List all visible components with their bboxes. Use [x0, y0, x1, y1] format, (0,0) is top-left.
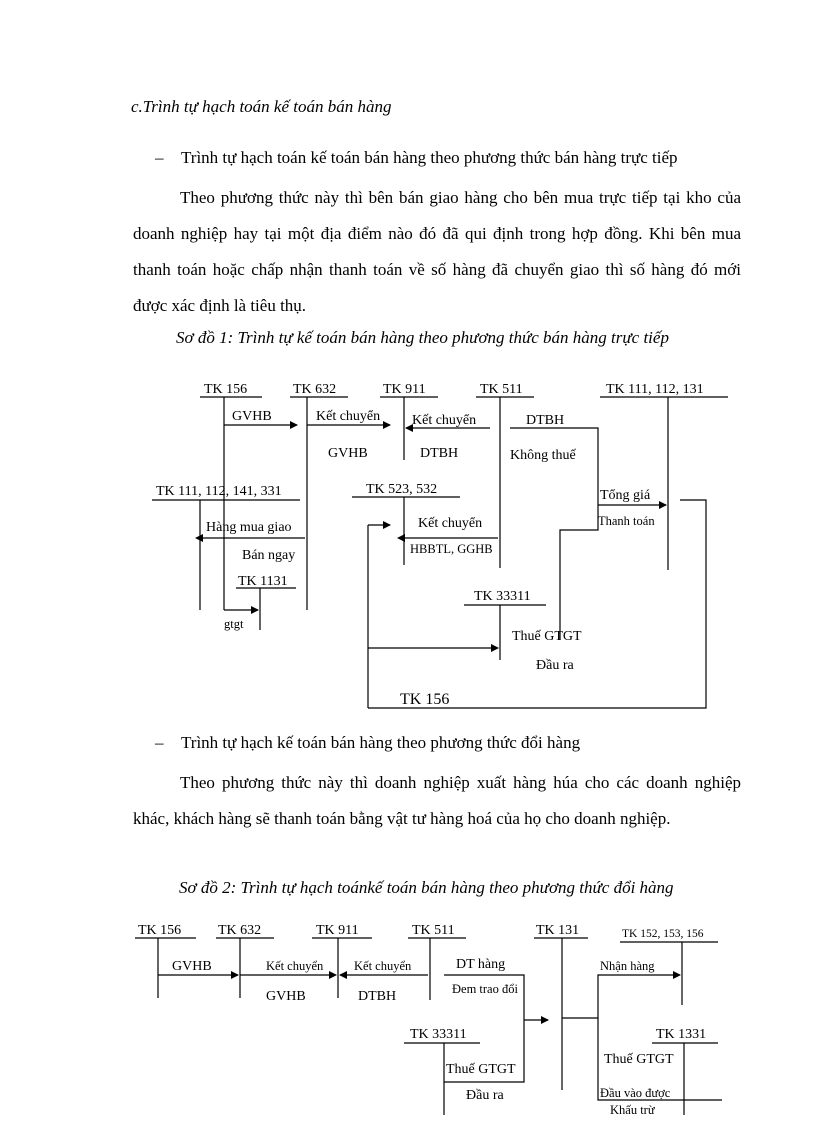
label-tk152: TK 152, 153, 156: [622, 928, 704, 940]
label-dt-hang: DT hàng: [456, 957, 506, 972]
label-tk156: TK 156: [138, 923, 182, 938]
label-dtbh-b: DTBH: [420, 446, 459, 461]
caption-diagram-2: Sơ đồ 2: Trình tự hạch toánkế toán bán hàng theo phương thức đổi hàng: [179, 878, 674, 897]
label-thue-gtgt: Thuế GTGT: [512, 629, 582, 644]
label-tk33311: TK 33311: [474, 589, 531, 604]
label-tk911: TK 911: [316, 923, 359, 938]
label-tk511: TK 511: [412, 923, 455, 938]
label-dau-ra: Đầu ra: [536, 658, 574, 673]
bullet-dash-2: –: [155, 733, 164, 752]
label-tong-gia: Tổng giá: [600, 488, 651, 503]
label-tk523: TK 523, 532: [366, 482, 438, 497]
label-tk111-131: TK 111, 112, 131: [606, 382, 704, 397]
label-dtbh-a: DTBH: [526, 413, 565, 428]
label-dtbh: DTBH: [358, 989, 397, 1004]
label-tk131: TK 131: [536, 923, 580, 938]
label-gtgt: gtgt: [224, 617, 244, 631]
label-tk911: TK 911: [383, 382, 426, 397]
bullet-dash-1: –: [155, 148, 164, 167]
label-dau-ra: Đầu ra: [466, 1088, 504, 1103]
label-tk632: TK 632: [218, 923, 262, 938]
label-thue-gtgt-b: Thuế GTGT: [604, 1052, 674, 1067]
label-gvhb-a: GVHB: [232, 409, 272, 424]
paragraph-1: Theo phương thức này thì bên bán giao hàng cho bên mua trực tiếp tại kho của doanh nghiệp hay tại một địa điểm nào đó đã qui định trong hợp đồng. Khi bên mua thanh toán hoặc chấp nhận thanh toán về số hàng đã chuyển giao thì số hàng đó mới được xác định là tiêu thụ.: [133, 188, 741, 315]
label-ban-ngay: Bán ngay: [242, 548, 296, 563]
section-title: c.Trình tự hạch toán kế toán bán hàng: [131, 97, 392, 116]
arrow-nhan-hang: [562, 975, 680, 1018]
caption-diagram-1: Sơ đồ 1: Trình tự kế toán bán hàng theo phương thức bán hàng trực tiếp: [176, 328, 669, 347]
label-thanh-toan: Thanh toán: [598, 514, 655, 528]
label-tk33311: TK 33311: [410, 1027, 467, 1042]
label-tk111-331: TK 111, 112, 141, 331: [156, 484, 282, 499]
label-ketchuyen-b: Kết chuyển: [354, 959, 412, 973]
bullet-heading-1: Trình tự hạch toán kế toán bán hàng theo phương thức bán hàng trực tiếp: [181, 148, 678, 167]
label-thue-gtgt-a: Thuế GTGT: [446, 1062, 516, 1077]
label-gvhb: GVHB: [172, 959, 212, 974]
label-tk632: TK 632: [293, 382, 337, 397]
label-ketchuyen-a: Kết chuyển: [266, 959, 324, 973]
label-tk511: TK 511: [480, 382, 523, 397]
label-gvhb-b: GVHB: [328, 446, 368, 461]
label-hang-mua-giao: Hàng mua giao: [206, 520, 292, 535]
label-tk156: TK 156: [204, 382, 248, 397]
paragraph-2: Theo phương thức này thì doanh nghiệp xuất hàng húa cho các doanh nghiệp khác, khách hàng sẽ thanh toán bằng vật tư hàng hoá của họ cho doanh nghiệp.: [133, 773, 741, 828]
bullet-heading-2: Trình tự hạch kế toán bán hàng theo phương thức đổi hàng: [181, 733, 581, 752]
label-ketchuyen-a: Kết chuyển: [316, 409, 381, 424]
label-tk156-bottom: TK 156: [400, 691, 450, 708]
label-khau-tru: Khấu trừ: [610, 1103, 655, 1117]
label-dem-trao-doi: Đem trao đổi: [452, 982, 518, 996]
label-gvhb-b: GVHB: [266, 989, 306, 1004]
label-nhan-hang: Nhận hàng: [600, 959, 655, 973]
label-hbbtl: HBBTL, GGHB: [410, 542, 493, 556]
label-tk1131: TK 1131: [238, 574, 288, 589]
label-ketchuyen-b: Kết chuyển: [412, 413, 477, 428]
label-khong-thue: Không thuế: [510, 448, 576, 463]
label-ketchuyen-c: Kết chuyển: [418, 516, 483, 531]
label-tk1331: TK 1331: [656, 1027, 707, 1042]
label-dau-vao: Đầu vào được: [600, 1086, 671, 1100]
